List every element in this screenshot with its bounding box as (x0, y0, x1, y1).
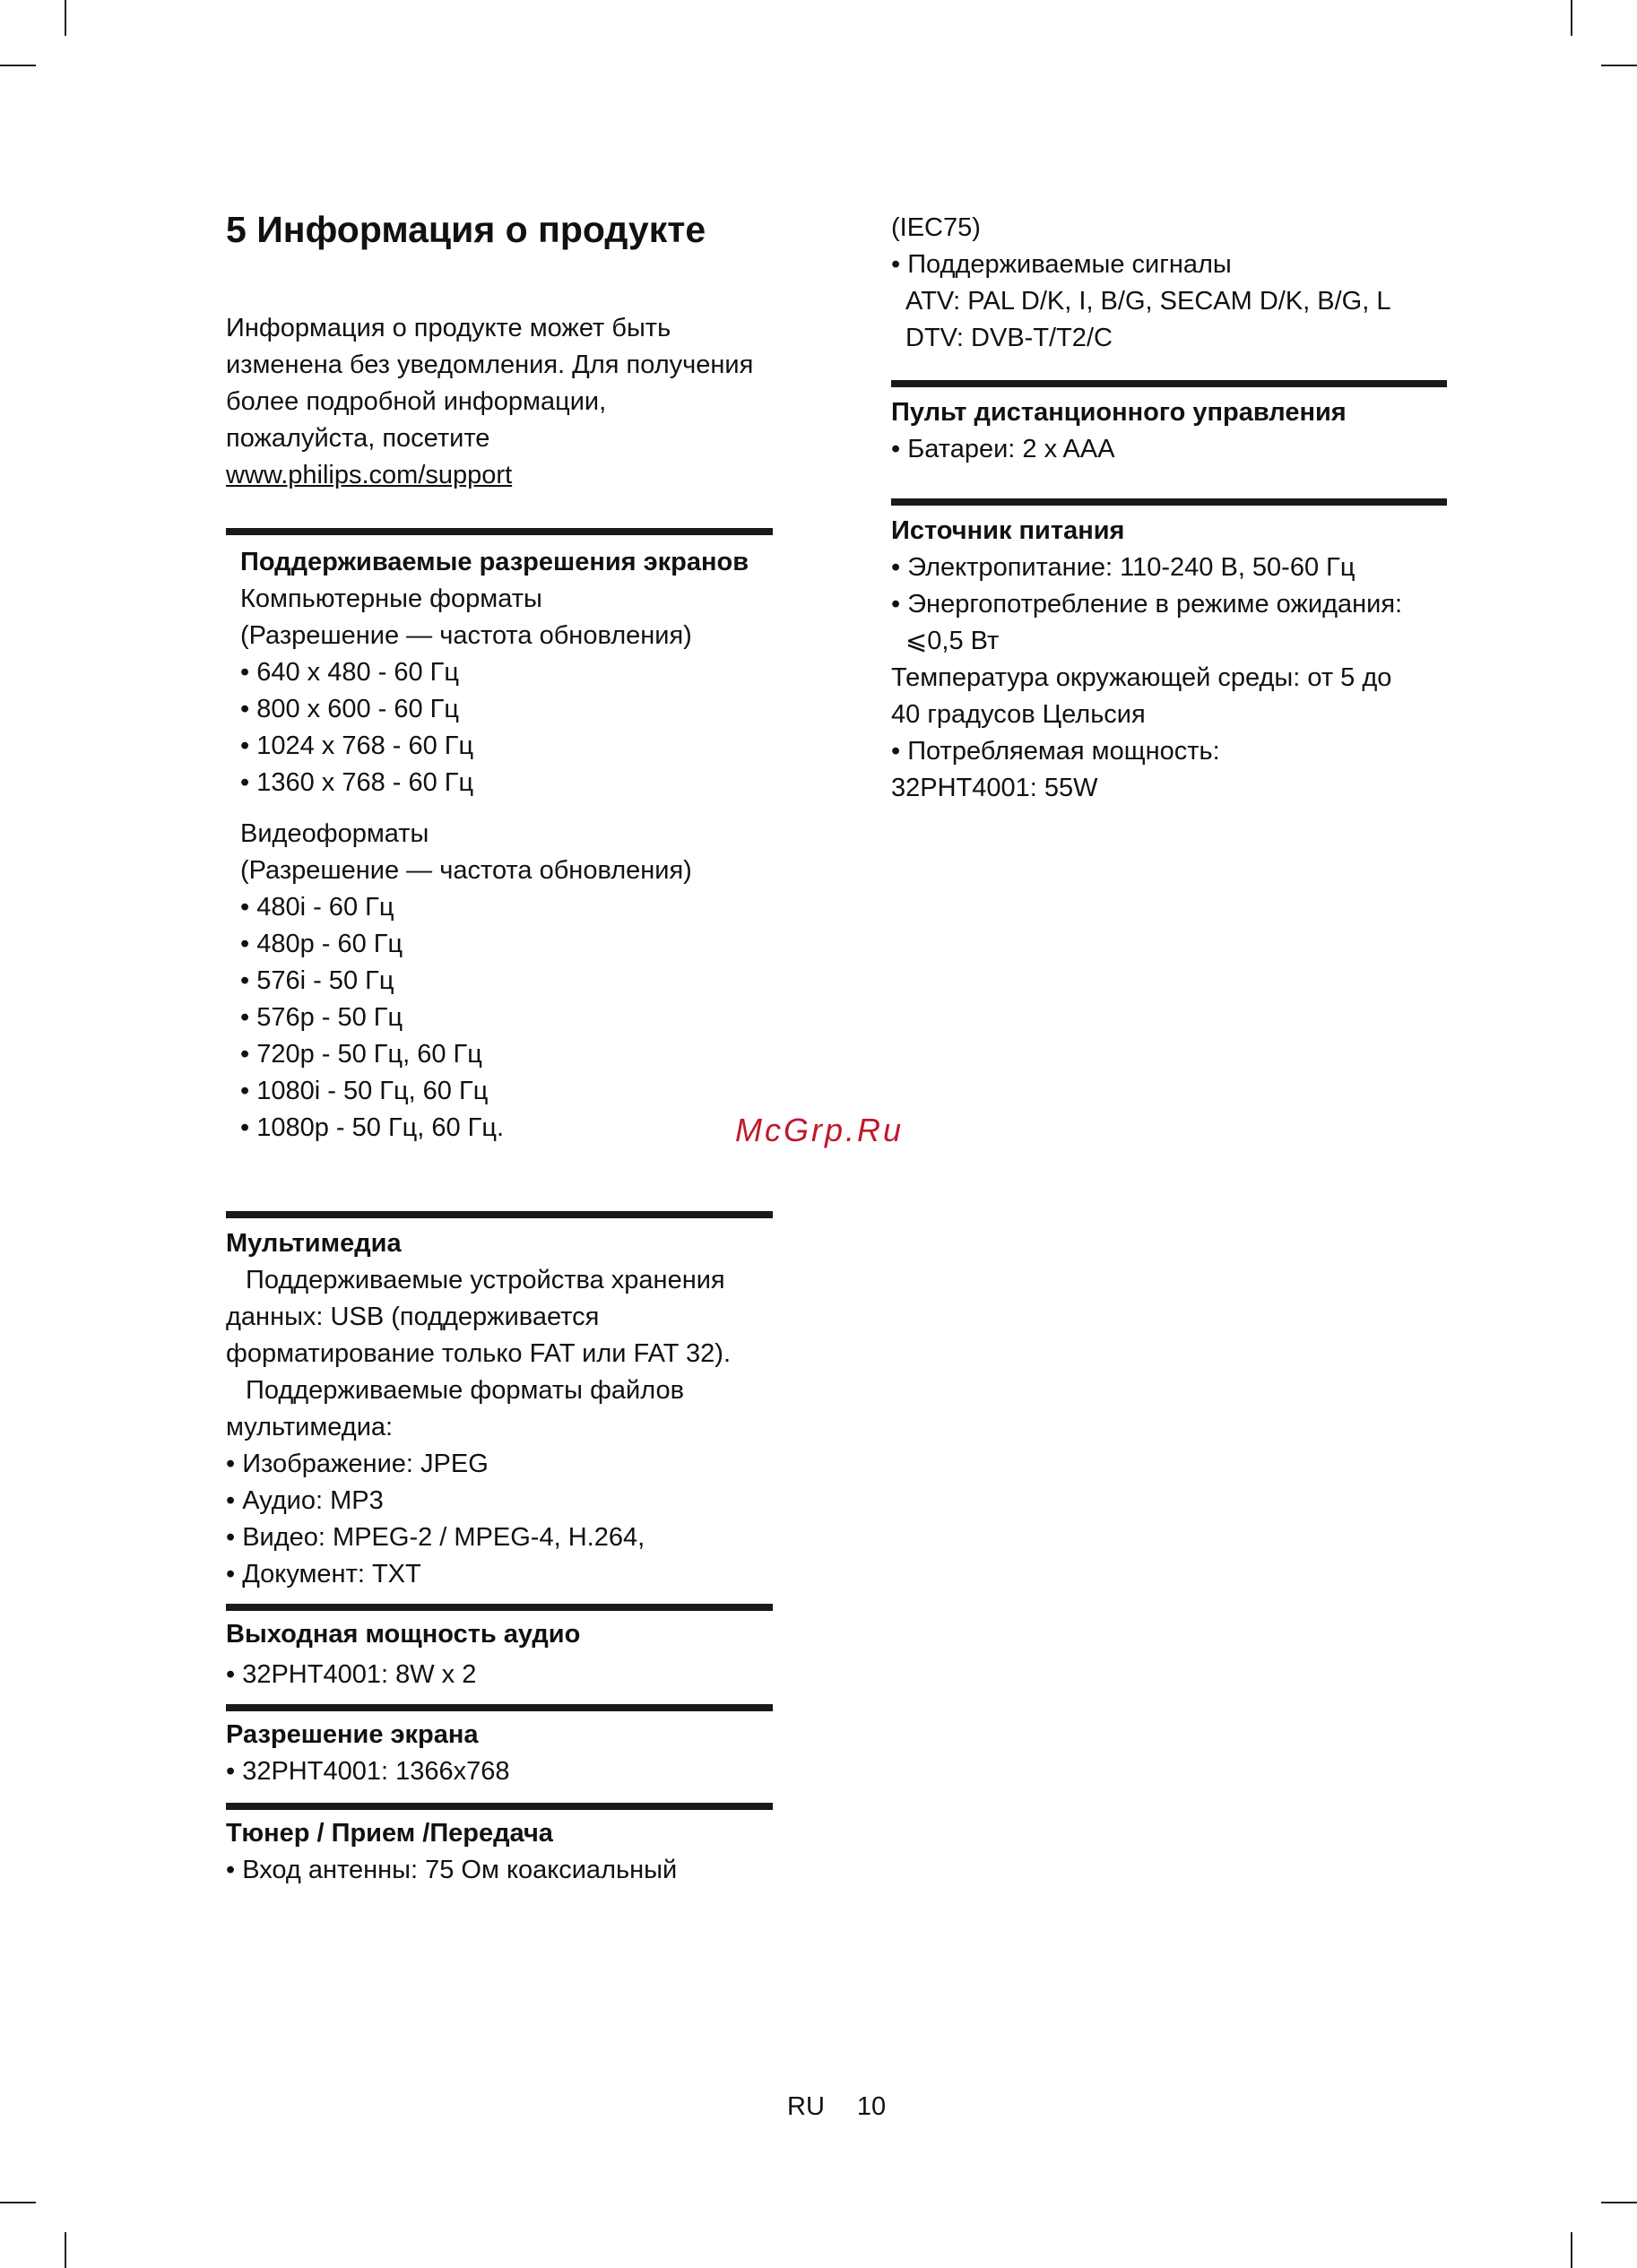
section-rule (891, 380, 1447, 387)
tuner-line: DTV: DVB-T/T2/C (905, 324, 1113, 352)
tuner-line: (IEC75) (891, 213, 981, 242)
section-rule (226, 1704, 773, 1711)
tuner-line: ATV: PAL D/K, I, B/G, SECAM D/K, B/G, L (905, 287, 1391, 316)
screen-resolution-heading: Разрешение экрана (226, 1720, 479, 1749)
list-item: • 1360 x 768 - 60 Гц (240, 768, 474, 797)
list-item: • Изображение: JPEG (226, 1450, 489, 1478)
list-item: • Батареи: 2 x AAA (891, 435, 1115, 463)
section-rule (226, 1803, 773, 1810)
multimedia-line: Поддерживаемые форматы файлов (246, 1376, 685, 1405)
remote-heading: Пульт дистанционного управления (891, 398, 1347, 427)
intro-line: пожалуйста, посетите (226, 424, 490, 453)
section-rule (226, 1211, 773, 1218)
list-item: • Вход антенны: 75 Ом коаксиальный (226, 1856, 678, 1884)
list-item: • Электропитание: 110-240 В, 50-60 Гц (891, 553, 1356, 582)
multimedia-line: Поддерживаемые устройства хранения (246, 1266, 725, 1294)
list-item: • 1024 x 768 - 60 Гц (240, 731, 474, 760)
list-item: • Потребляемая мощность: (891, 737, 1220, 766)
list-item: • 32PHT4001: 8W x 2 (226, 1660, 477, 1689)
page-title: 5 Информация о продукте (226, 209, 706, 250)
resolutions-heading: Поддерживаемые разрешения экранов (240, 548, 749, 576)
intro-line: изменена без уведомления. Для получения (226, 351, 754, 379)
video-formats-sub: (Разрешение — частота обновления) (240, 856, 692, 885)
crop-mark (1601, 2202, 1637, 2203)
crop-mark (65, 2232, 66, 2268)
list-item: • 1080i - 50 Гц, 60 Гц (240, 1077, 489, 1105)
power-line: 32PHT4001: 55W (891, 774, 1098, 802)
intro-line: Информация о продукте может быть (226, 314, 671, 342)
left-column (226, 310, 773, 1889)
video-formats-label: Видеоформаты (240, 819, 429, 848)
crop-mark (1571, 0, 1572, 36)
computer-formats-sub: (Разрешение — частота обновления) (240, 621, 692, 650)
list-item: • 576i - 50 Гц (240, 966, 394, 995)
page-number: 10 (856, 2092, 887, 2121)
tuner-heading: Тюнер / Прием /Передача (226, 1819, 553, 1848)
crop-mark (65, 0, 66, 36)
crop-mark (1571, 2232, 1572, 2268)
multimedia-line: форматирование только FAT или FAT 32). (226, 1339, 732, 1368)
audio-output-heading: Выходная мощность аудио (226, 1620, 581, 1649)
list-item: • Видео: MPEG-2 / MPEG-4, H.264, (226, 1523, 645, 1552)
multimedia-line: данных: USB (поддерживается (226, 1303, 600, 1331)
list-item: • Поддерживаемые сигналы (891, 250, 1232, 279)
section-rule (226, 1604, 773, 1611)
crop-mark (0, 2202, 36, 2203)
section-rule (891, 498, 1447, 506)
list-item: • 720p - 50 Гц, 60 Гц (240, 1040, 482, 1069)
intro-line: более подробной информации, (226, 387, 607, 416)
multimedia-line: мультимедиа: (226, 1413, 394, 1441)
footer-language: RU (787, 2092, 825, 2121)
list-item: • 32PHT4001: 1366x768 (226, 1757, 510, 1786)
list-item: • Энергопотребление в режиме ожидания: (891, 590, 1403, 619)
list-item: • 800 x 600 - 60 Гц (240, 695, 459, 723)
list-item: • Аудио: MP3 (226, 1486, 384, 1515)
section-rule (226, 528, 773, 535)
crop-mark (1601, 65, 1637, 66)
power-heading: Источник питания (891, 516, 1125, 545)
list-item: • Документ: TXT (226, 1560, 421, 1588)
watermark: McGrp.Ru (735, 1112, 905, 1148)
computer-formats-label: Компьютерные форматы (240, 584, 542, 613)
list-item: • 640 x 480 - 60 Гц (240, 658, 459, 687)
crop-mark (0, 65, 36, 66)
list-item: • 1080p - 50 Гц, 60 Гц. (240, 1113, 505, 1142)
multimedia-heading: Мультимедиа (226, 1229, 402, 1258)
page-footer (787, 2089, 918, 2125)
power-line: Температура окружающей среды: от 5 до (891, 663, 1392, 692)
power-line: 40 градусов Цельсия (891, 700, 1146, 729)
right-column (891, 210, 1447, 807)
list-item: • 576p - 50 Гц (240, 1003, 403, 1032)
support-link[interactable]: www.philips.com/support (226, 461, 513, 489)
list-item: • 480i - 60 Гц (240, 893, 394, 922)
list-item: • 480p - 60 Гц (240, 930, 403, 958)
power-line: ⩽0,5 Вт (905, 627, 1000, 655)
